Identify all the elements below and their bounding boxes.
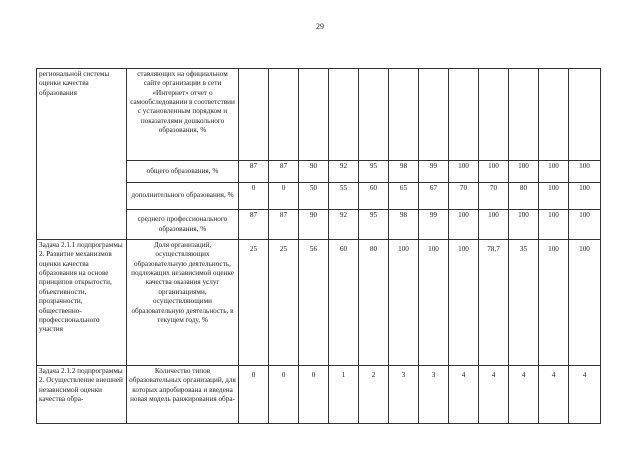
value-cell: 100 (569, 161, 601, 183)
value-cell: 4 (509, 366, 539, 424)
value-cell: 0 (269, 366, 299, 424)
value-cell: 100 (569, 183, 601, 210)
table-row (37, 366, 601, 424)
value-cell: 100 (419, 240, 449, 366)
value-cell: 90 (299, 210, 329, 240)
value-cell: 99 (419, 210, 449, 240)
value-cell: 60 (329, 240, 359, 366)
value-cell: 100 (539, 161, 569, 183)
value-cell: 87 (239, 210, 269, 240)
value-cell: 60 (359, 183, 389, 210)
value-cell: 100 (569, 240, 601, 366)
value-cell: 35 (509, 240, 539, 366)
value-cell: 55 (329, 183, 359, 210)
value-cell: 3 (389, 366, 419, 424)
page-number: 29 (316, 22, 324, 31)
value-cell: 4 (569, 366, 601, 424)
value-cell: 87 (269, 210, 299, 240)
value-cell: 67 (419, 183, 449, 210)
value-cell: 70 (449, 183, 479, 210)
value-cell: 100 (569, 210, 601, 240)
value-cell: 87 (239, 161, 269, 183)
indicator-cell: ставляющих на официальном сайте организации в сети «Интернет» отчет о самообследовании в соответствии с установленным порядком и показателями дошкольного образования, % (127, 69, 239, 161)
value-cell: 80 (359, 240, 389, 366)
indicator-cell: общего образования, % (127, 161, 239, 183)
value-cell: 100 (449, 210, 479, 240)
value-cell (419, 69, 449, 161)
value-cell: 95 (359, 161, 389, 183)
task-cell: Задача 2.1.2 подпрограммы 2. Осуществление внешней независимой оценки качества обра- (37, 366, 127, 424)
value-cell: 100 (509, 210, 539, 240)
indicator-cell: дополнительного образования, % (127, 183, 239, 210)
value-cell: 100 (389, 240, 419, 366)
value-cell: 98 (389, 161, 419, 183)
value-cell (239, 69, 269, 161)
value-cell: 65 (389, 183, 419, 210)
value-cell (329, 69, 359, 161)
value-cell: 100 (449, 240, 479, 366)
value-cell: 3 (419, 366, 449, 424)
value-cell (359, 69, 389, 161)
task-cell: Задача 2.1.1 подпрограммы 2. Развитие механизмов оценки качества образования на основе принципов открытости, объективности, прозрачности, общественно-профессионального участия (37, 240, 127, 366)
value-cell: 92 (329, 161, 359, 183)
value-cell: 80 (509, 183, 539, 210)
value-cell: 70 (479, 183, 509, 210)
value-cell: 100 (449, 161, 479, 183)
value-cell: 4 (449, 366, 479, 424)
indicator-cell: Доля организаций, осуществляющих образовательную деятельность, подлежащих независимой оценке качества оказания услуг организациями, осуществляющими образовательную деятельность, в текущем году, % (127, 240, 239, 366)
value-cell: 0 (239, 183, 269, 210)
value-cell: 25 (239, 240, 269, 366)
value-cell: 95 (359, 210, 389, 240)
value-cell: 100 (479, 210, 509, 240)
value-cell: 0 (269, 183, 299, 210)
value-cell: 98 (389, 210, 419, 240)
value-cell: 100 (539, 183, 569, 210)
value-cell (299, 69, 329, 161)
value-cell: 0 (299, 366, 329, 424)
value-cell: 4 (539, 366, 569, 424)
table-row (37, 69, 601, 161)
value-cell: 100 (539, 240, 569, 366)
indicator-cell: Количество типов образовательных организаций, для которых апробирована и введена новая модель ранжирования обра- (127, 366, 239, 424)
table-row (37, 240, 601, 366)
value-cell (269, 69, 299, 161)
value-cell: 87 (269, 161, 299, 183)
value-cell (539, 69, 569, 161)
task-cell: региональной системы оценки качества образования (37, 69, 127, 240)
value-cell: 25 (269, 240, 299, 366)
value-cell: 100 (539, 210, 569, 240)
value-cell: 2 (359, 366, 389, 424)
value-cell: 0 (239, 366, 269, 424)
value-cell: 90 (299, 161, 329, 183)
value-cell: 100 (479, 161, 509, 183)
value-cell: 1 (329, 366, 359, 424)
value-cell: 4 (479, 366, 509, 424)
value-cell: 92 (329, 210, 359, 240)
value-cell: 100 (509, 161, 539, 183)
value-cell (569, 69, 601, 161)
value-cell: 99 (419, 161, 449, 183)
value-cell: 56 (299, 240, 329, 366)
value-cell (389, 69, 419, 161)
indicators-table (36, 68, 601, 424)
indicator-cell: среднего профессионального образования, % (127, 210, 239, 240)
value-cell (449, 69, 479, 161)
value-cell: 50 (299, 183, 329, 210)
value-cell (479, 69, 509, 161)
value-cell (509, 69, 539, 161)
value-cell: 78,7 (479, 240, 509, 366)
